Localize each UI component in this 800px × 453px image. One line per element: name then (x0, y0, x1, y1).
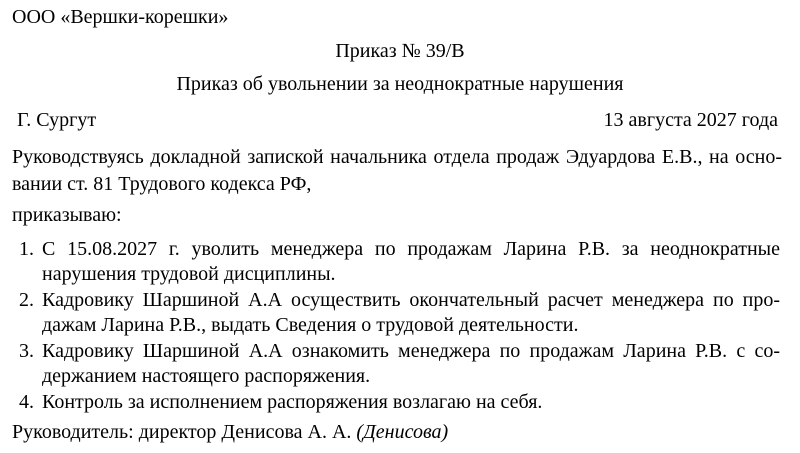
item-number-text: 1. (19, 238, 34, 260)
item-line: Кадровику Шаршиной А.А ознакомить менеджера по продажам Ларина Р.В. с со- (42, 340, 780, 362)
item-number-text: 4. (19, 391, 34, 413)
item-line: держанием настоящего распоряжения. (42, 365, 371, 387)
item-line: нарушения трудовой дисциплины. (42, 263, 336, 285)
item-number-text: 2. (19, 289, 34, 311)
list-item (0, 390, 780, 415)
order-items-list (0, 237, 800, 416)
item-line: дажам Ларина Р.В., выдать Сведения о трудовой деятельности. (42, 314, 579, 336)
order-number: Приказ № 39/В (335, 40, 465, 62)
item-line: С 15.08.2027 г. уволить менеджера по продажам Ларина Р.В. за неоднократные (42, 238, 780, 260)
signature-label: Руководитель: директор Денисова А. А. (12, 421, 352, 443)
basis-paragraph (12, 144, 782, 198)
list-item (0, 339, 780, 389)
item-line: Кадровику Шаршиной А.А осуществить окончательный расчет менеджера по про- (42, 289, 780, 311)
basis-line: Руководствуясь докладной запиской начальника отдела продаж Эдуардова Е.В., на осно- (12, 146, 782, 168)
order-title: Приказ об увольнении за неоднократные нарушения (176, 73, 624, 95)
list-item (0, 237, 780, 287)
order-date: 13 августа 2027 года (603, 109, 778, 131)
city: Г. Сургут (17, 109, 97, 131)
organization-name: ООО «Вершки-корешки» (12, 6, 229, 28)
order-word: приказываю: (12, 204, 122, 226)
basis-line: вании ст. 81 Трудового кодекса РФ, (12, 173, 312, 195)
item-number-text: 3. (19, 340, 34, 362)
list-item (0, 288, 780, 338)
signature-value: (Денисова) (356, 421, 449, 443)
item-line: Контроль за исполнением распоряжения возлагаю на себя. (42, 391, 543, 413)
signature-line (12, 420, 448, 444)
